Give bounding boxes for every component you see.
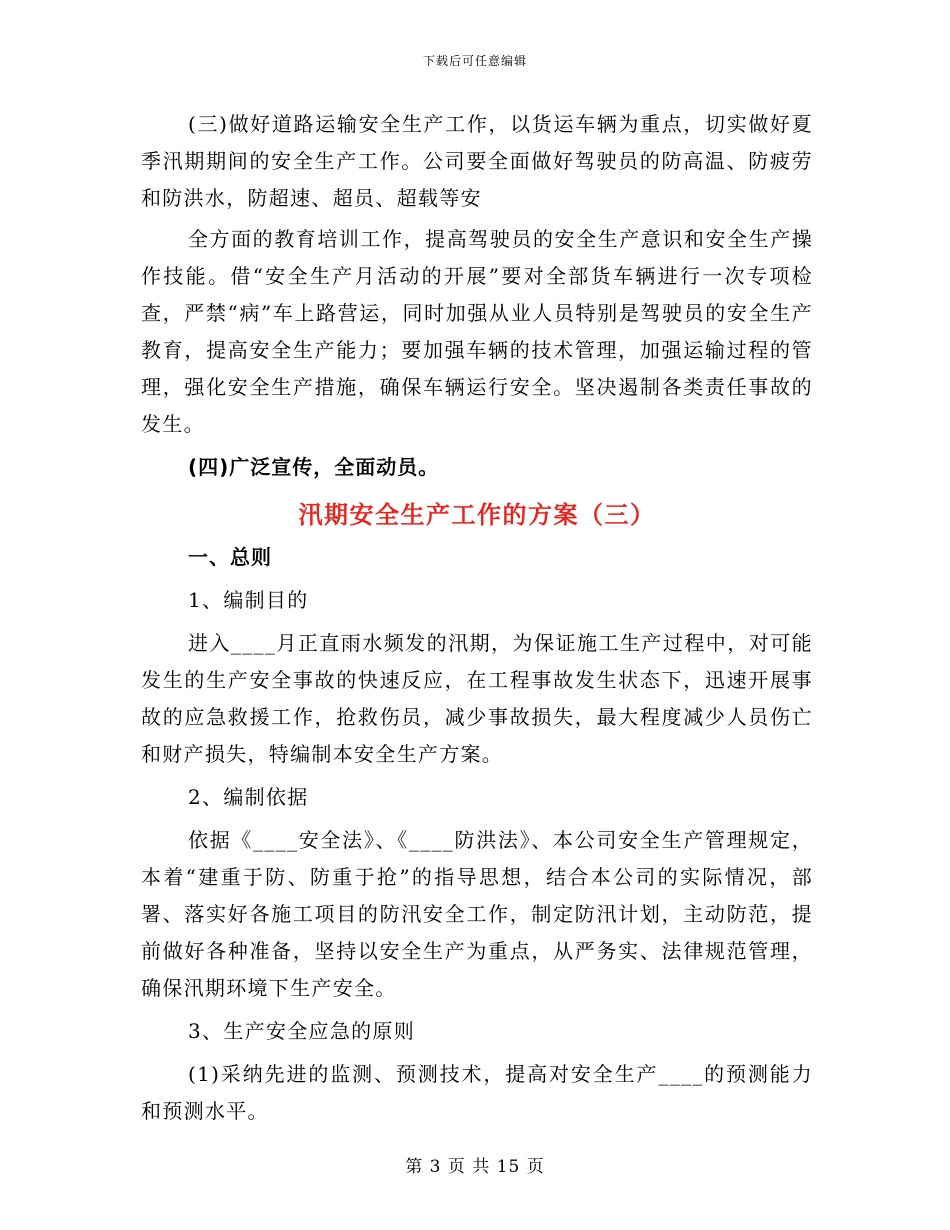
paragraph-monitoring: (1)采纳先进的监测、预测技术，提高对安全生产____的预测能力和预测水平。 <box>141 1062 813 1123</box>
heading-general-principles: 一、总则 <box>188 545 272 569</box>
paragraph-road-transport: (三)做好道路运输安全生产工作，以货运车辆为重点，切实做好夏季汛期期间的安全生产工作。公司要全面做好驾驶员的防高温、防疲劳和防洪水，防超速、超员、超载等安 <box>141 112 813 210</box>
document-body <box>141 106 813 1130</box>
heading-purpose: 1、编制目的 <box>188 588 309 612</box>
paragraph-education-training: 全方面的教育培训工作，提高驾驶员的安全生产意识和安全生产操作技能。借“安全生产月活动的开展”要对全部货车辆进行一次专项检查，严禁“病”车上路营运，同时加强从业人员特别是驾驶员的安全生产教育，提高安全生产能力；要加强车辆的技术管理，加强运输过程的管理，强化安全生产措施，确保车辆运行安全。坚决遏制各类责任事故的发生。 <box>141 227 813 436</box>
paragraph-publicity: (四)广泛宣传，全面动员。 <box>188 455 440 479</box>
paragraph-basis: 依据《____安全法》、《____防洪法》、本公司安全生产管理规定，本着“建重于防、防重于抢”的指导思想，结合本公司的实际情况，部署、落实好各施工项目的防汛安全工作，制定防汛计划，主动防范，提前做好各种准备，坚持以安全生产为重点，从严务实、法律规范管理，确保汛期环境下生产安全。 <box>141 828 813 1000</box>
heading-emergency-principles: 3、生产安全应急的原则 <box>188 1019 416 1043</box>
section-title: 汛期安全生产工作的方案（三） <box>298 501 656 529</box>
page-number: 第 3 页 共 15 页 <box>405 1157 545 1177</box>
header-note: 下载后可任意编辑 <box>422 54 527 68</box>
paragraph-purpose: 进入____月正直雨水频发的汛期，为保证施工生产过程中，对可能发生的生产安全事故的快速反应，在工程事故发生状态下，迅速开展事故的应急救援工作，抢救伤员，减少事故损失，最大程度减少人员伤亡和财产损失，特编制本安全生产方案。 <box>141 631 813 766</box>
heading-basis: 2、编制依据 <box>188 785 309 809</box>
